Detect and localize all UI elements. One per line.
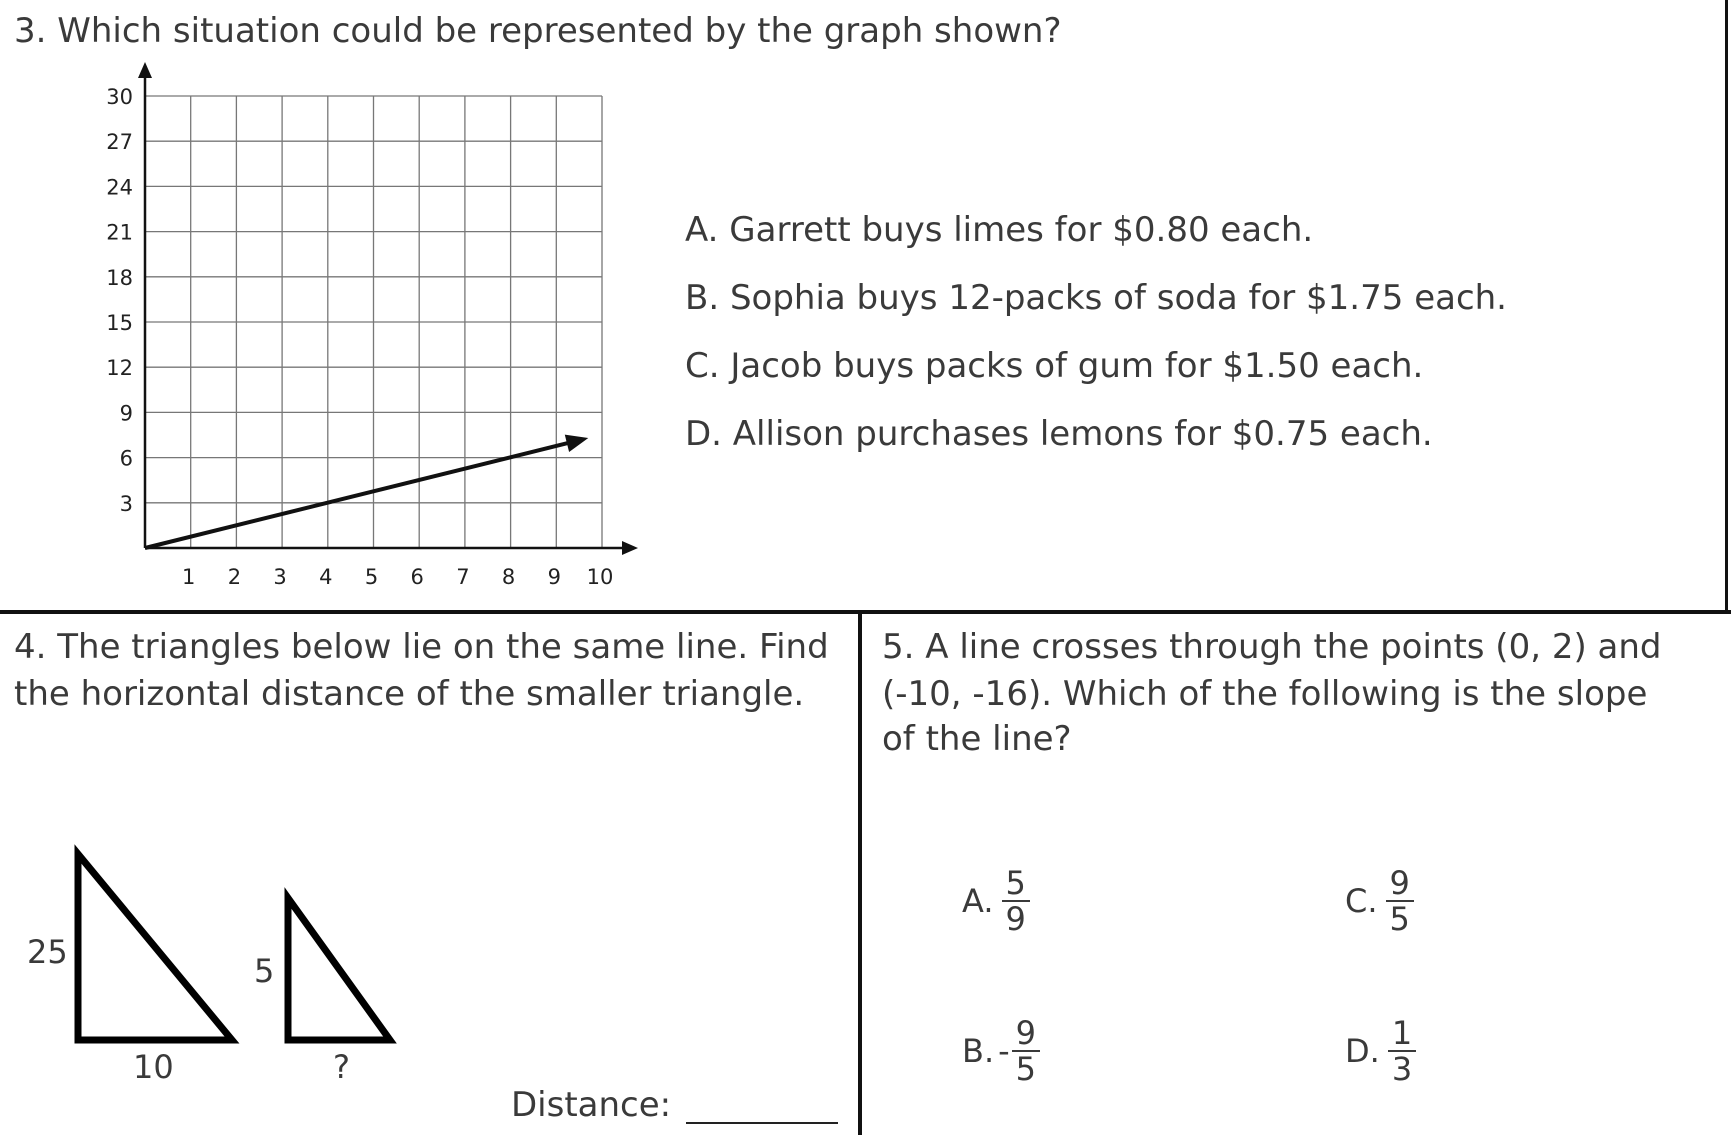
q5-option-b-letter: B.	[962, 1032, 995, 1070]
y-tick-label-27: 27	[106, 130, 133, 155]
x-tick-label-1: 1	[182, 565, 196, 589]
q5-option-b-denominator: 5	[1012, 1050, 1040, 1086]
y-tick-label-24: 24	[106, 175, 133, 200]
horizontal-divider	[0, 610, 1731, 614]
q3-option-a[interactable]: A. Garrett buys limes for $0.80 each.	[685, 210, 1314, 250]
graph-grid	[145, 96, 602, 548]
triangles-figure	[60, 840, 410, 1050]
large-triangle-height-label: 25	[27, 933, 68, 971]
q5-option-b-sign: -	[998, 1032, 1010, 1070]
q5-option-a-denominator: 9	[1002, 900, 1030, 936]
small-triangle	[288, 898, 390, 1040]
x-tick-label-4: 4	[319, 565, 333, 589]
graph-series	[145, 435, 588, 548]
q5-option-c-numerator: 9	[1389, 864, 1410, 902]
q5-option-c-denominator: 5	[1386, 900, 1414, 936]
y-tick-label-12: 12	[106, 356, 133, 381]
question-5-line2: (-10, -16). Which of the following is the slope	[882, 674, 1648, 714]
y-tick-label-18: 18	[106, 265, 133, 290]
x-tick-label-5: 5	[364, 565, 379, 589]
y-tick-labels	[106, 85, 133, 516]
q5-option-d-fraction	[1388, 1016, 1416, 1086]
y-tick-label-6: 6	[119, 446, 133, 471]
y-tick-label-30: 30	[106, 85, 133, 109]
distance-answer-blank[interactable]	[686, 1122, 838, 1124]
question-3-graph	[0, 50, 680, 610]
large-triangle	[78, 854, 232, 1040]
q5-option-c-fraction	[1386, 866, 1414, 936]
q5-option-a-letter: A.	[962, 882, 994, 920]
question-4-line1: 4. The triangles below lie on the same line. Find	[14, 627, 829, 667]
y-axis-arrowhead	[138, 62, 152, 78]
question-5-line1: 5. A line crosses through the points (0, 2) and	[882, 627, 1662, 667]
distance-label: Distance:	[511, 1085, 672, 1125]
graph-axes	[138, 62, 638, 555]
small-triangle-base-label: ?	[333, 1048, 350, 1086]
y-tick-label-9: 9	[119, 401, 133, 426]
x-tick-label-7: 7	[456, 565, 470, 589]
q5-option-c-letter: C.	[1345, 882, 1378, 920]
q3-option-d[interactable]: D. Allison purchases lemons for $0.75 each.	[685, 414, 1433, 454]
q5-option-b-numerator: 9	[1015, 1014, 1037, 1052]
small-triangle-height-label: 5	[254, 952, 275, 990]
q5-option-d-numerator: 1	[1391, 1014, 1413, 1052]
y-tick-label-15: 15	[106, 311, 133, 335]
large-triangle-base-label: 10	[133, 1048, 174, 1086]
question-5-line3: of the line?	[882, 719, 1072, 759]
top-box-right-border	[1725, 0, 1728, 614]
vertical-divider	[858, 610, 862, 1135]
q5-option-b-fraction	[1012, 1016, 1040, 1086]
x-tick-label-2: 2	[227, 565, 242, 589]
q5-option-d-letter: D.	[1345, 1032, 1380, 1070]
q5-option-d[interactable]	[1345, 1016, 1416, 1086]
x-tick-label-3: 3	[273, 565, 287, 589]
x-tick-label-8: 8	[501, 565, 516, 589]
q3-option-b[interactable]: B. Sophia buys 12-packs of soda for $1.75 each.	[685, 278, 1507, 318]
x-tick-label-6: 6	[410, 565, 424, 589]
q5-option-c[interactable]	[1345, 866, 1414, 936]
y-tick-label-21: 21	[106, 220, 133, 245]
q5-option-a-fraction	[1002, 866, 1030, 936]
q3-option-c[interactable]: C. Jacob buys packs of gum for $1.50 each.	[685, 346, 1424, 386]
q5-option-d-denominator: 3	[1388, 1050, 1416, 1086]
question-3-text: 3. Which situation could be represented by the graph shown?	[14, 11, 1062, 51]
x-tick-label-10: 10	[586, 565, 614, 589]
question-4-line2: the horizontal distance of the smaller triangle.	[14, 674, 805, 714]
x-axis-arrowhead	[622, 541, 638, 555]
q5-option-a[interactable]	[962, 866, 1030, 936]
x-tick-labels	[182, 565, 613, 589]
x-tick-label-9: 9	[547, 565, 561, 589]
y-tick-label-3: 3	[119, 491, 133, 516]
q5-option-a-numerator: 5	[1005, 864, 1026, 902]
q5-option-b[interactable]	[962, 1016, 1040, 1086]
series-arrowhead-0	[565, 435, 589, 452]
